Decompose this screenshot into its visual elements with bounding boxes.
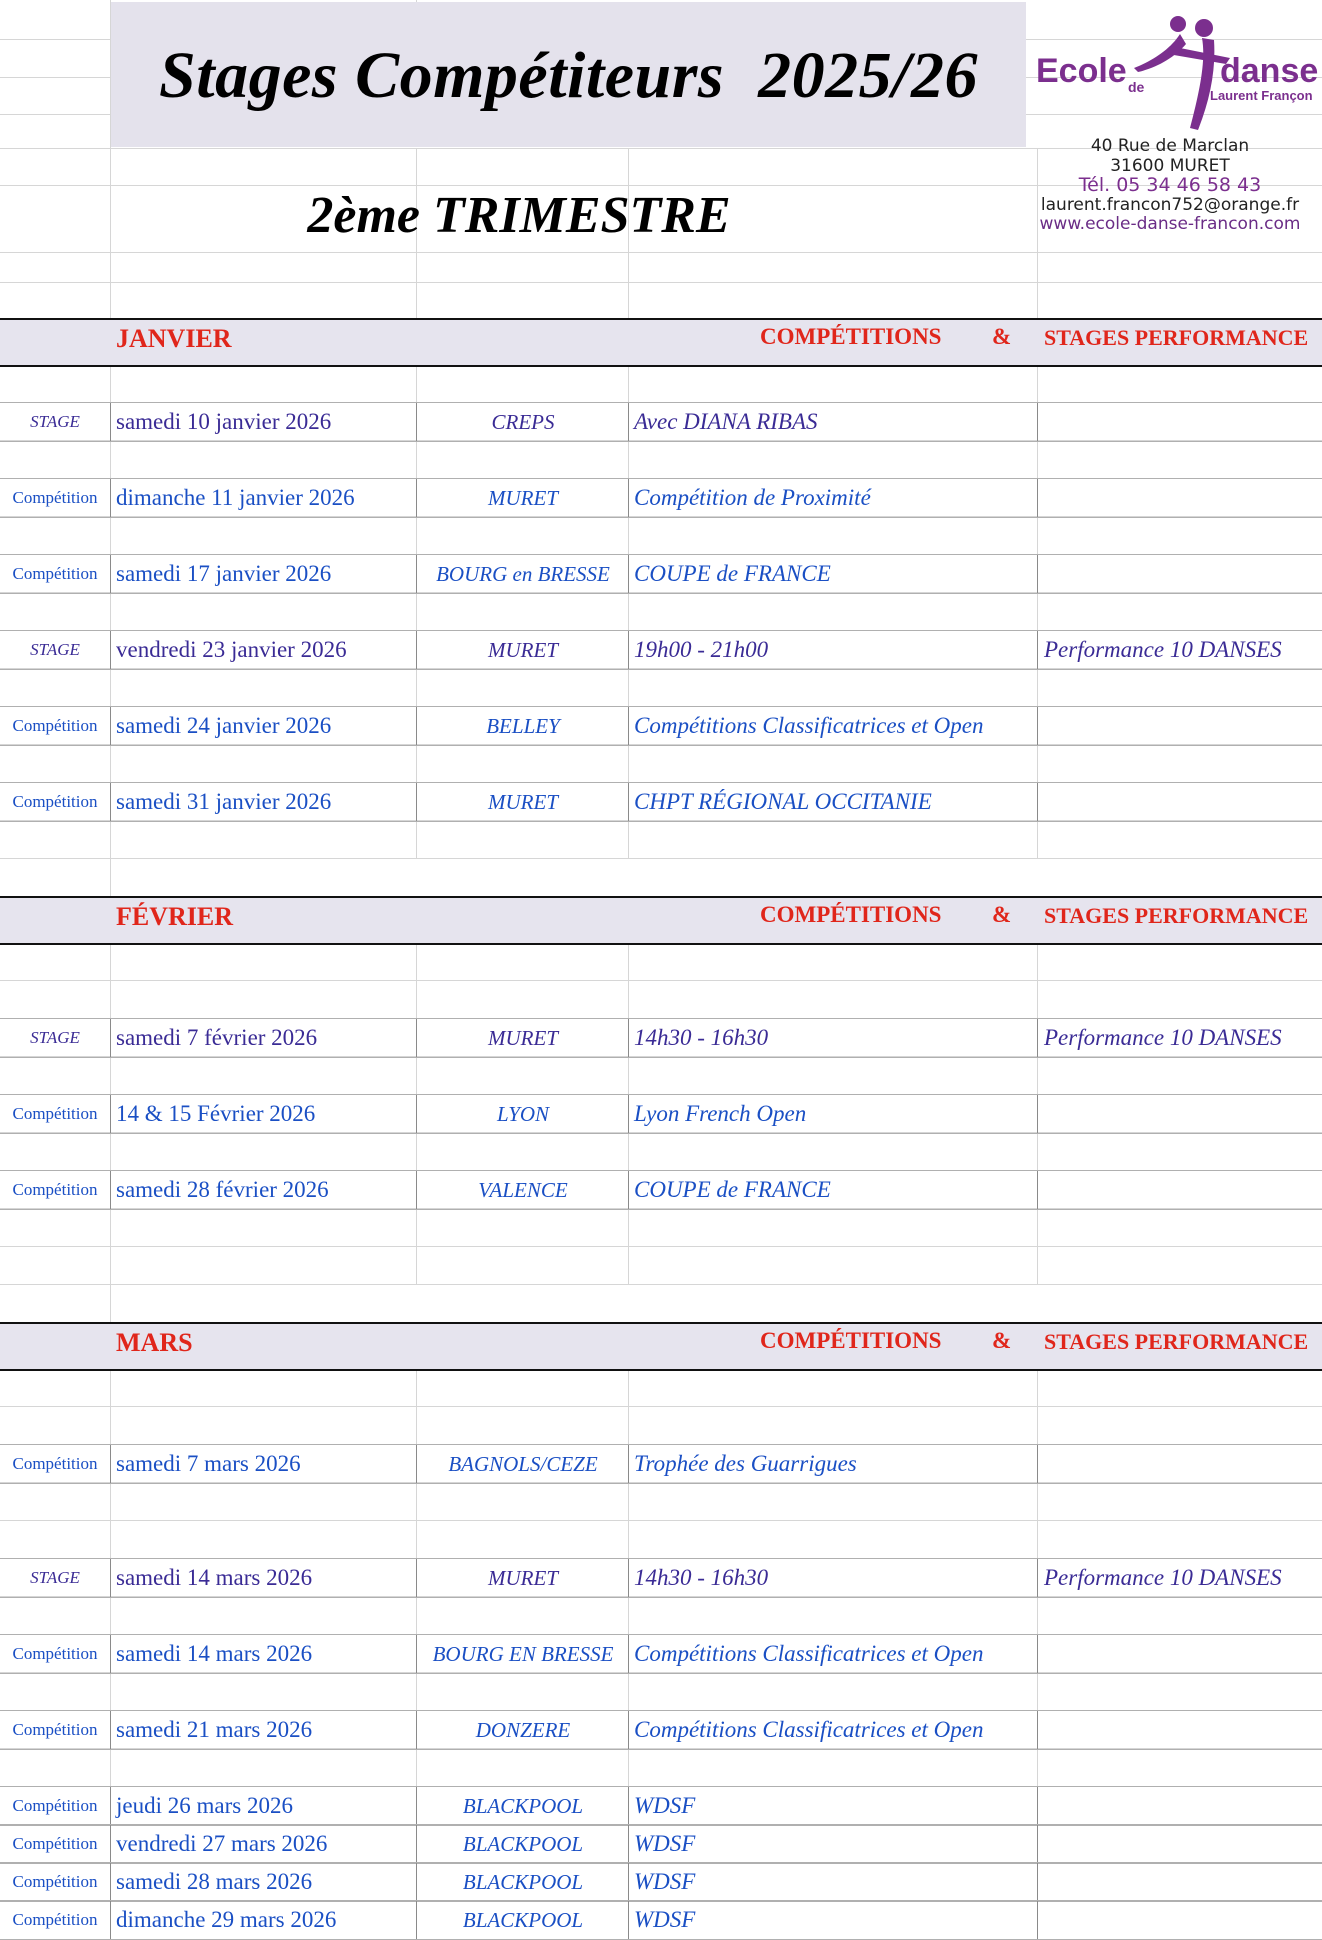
ampersand-header: & (992, 324, 1012, 349)
row-separator (110, 1095, 111, 1133)
event-type: Compétition (12, 488, 98, 507)
event-type: Compétition (12, 1720, 98, 1739)
event-place: MURET (488, 638, 558, 662)
event-date: samedi 7 février 2026 (116, 1025, 318, 1050)
email: laurent.francon752@orange.fr (1040, 194, 1300, 215)
event-place: BLACKPOOL (462, 1908, 584, 1932)
event-date: samedi 31 janvier 2026 (116, 789, 332, 814)
row-separator (110, 783, 111, 821)
row-separator (628, 1095, 629, 1133)
row-separator (110, 1445, 111, 1483)
row-separator (110, 631, 111, 669)
ampersand-header: & (992, 902, 1012, 927)
row-separator (110, 707, 111, 745)
row-separator (1037, 1171, 1038, 1209)
logo-word-ecole: Ecole (1036, 52, 1127, 90)
row-separator (110, 1711, 111, 1749)
event-detail: CHPT RÉGIONAL OCCITANIE (634, 789, 932, 814)
row-separator (1037, 1901, 1038, 1939)
event-type: Compétition (12, 716, 98, 735)
event-place: BOURG EN BRESSE (432, 1642, 614, 1666)
event-detail: 19h00 - 21h00 (634, 637, 769, 662)
row-separator (1037, 479, 1038, 517)
event-place: VALENCE (478, 1178, 568, 1202)
event-date: dimanche 11 janvier 2026 (116, 485, 355, 510)
event-date: samedi 14 mars 2026 (116, 1641, 313, 1666)
event-detail: Trophée des Guarrigues (634, 1451, 857, 1476)
event-date: samedi 21 mars 2026 (116, 1717, 313, 1742)
event-type: Compétition (12, 792, 98, 811)
row-separator (110, 1171, 111, 1209)
dancer-silhouette-icon (1134, 16, 1230, 130)
logo-word-de: de (1128, 79, 1145, 95)
month-name: FÉVRIER (116, 902, 234, 931)
month-name: MARS (116, 1328, 193, 1357)
event-detail: WDSF (634, 1869, 696, 1894)
event-place: MURET (488, 486, 558, 510)
row-separator (628, 1559, 629, 1597)
event-detail: Compétitions Classificatrices et Open (634, 713, 984, 738)
row-separator (416, 1635, 417, 1673)
row-separator (1037, 1095, 1038, 1133)
event-type: STAGE (30, 1028, 80, 1047)
event-date: samedi 14 mars 2026 (116, 1565, 313, 1590)
row-separator (628, 479, 629, 517)
row-separator (416, 1445, 417, 1483)
competitions-header: COMPÉTITIONS (760, 1328, 942, 1353)
event-performance: Performance 10 DANSES (1044, 1025, 1282, 1050)
event-detail: Compétitions Classificatrices et Open (634, 1717, 984, 1742)
event-date: samedi 28 février 2026 (116, 1177, 329, 1202)
row-separator (110, 1635, 111, 1673)
grid-line (0, 980, 1322, 981)
row-separator (416, 1019, 417, 1057)
row-separator (1037, 1863, 1038, 1901)
row-separator (628, 1445, 629, 1483)
grid-line (0, 1246, 1322, 1247)
event-row[interactable] (0, 706, 1322, 746)
grid-line (0, 1284, 1322, 1285)
row-separator (628, 403, 629, 441)
event-place: DONZERE (475, 1718, 571, 1742)
row-separator (110, 1825, 111, 1863)
row-separator (416, 479, 417, 517)
event-row[interactable] (0, 1444, 1322, 1484)
page-subtitle: 2ème TRIMESTRE (307, 187, 731, 244)
event-row[interactable] (0, 630, 1322, 670)
event-row[interactable] (0, 1862, 1322, 1902)
event-date: samedi 28 mars 2026 (116, 1869, 313, 1894)
event-row[interactable] (0, 1900, 1322, 1940)
row-separator (416, 1711, 417, 1749)
row-separator (416, 783, 417, 821)
event-row[interactable] (0, 402, 1322, 442)
row-separator (628, 1711, 629, 1749)
row-separator (628, 1019, 629, 1057)
event-detail: Lyon French Open (634, 1101, 807, 1126)
address-line-2: 31600 MURET (1110, 155, 1230, 176)
event-row[interactable] (0, 1170, 1322, 1210)
row-separator (1037, 403, 1038, 441)
row-separator (416, 1171, 417, 1209)
event-date: samedi 24 janvier 2026 (116, 713, 332, 738)
event-type: Compétition (12, 1104, 98, 1123)
row-separator (628, 1901, 629, 1939)
row-separator (416, 631, 417, 669)
event-type: Compétition (12, 564, 98, 583)
event-type: Compétition (12, 1910, 98, 1929)
row-separator (1037, 1635, 1038, 1673)
event-row[interactable] (0, 1558, 1322, 1598)
row-separator (110, 1901, 111, 1939)
contact-block (1030, 137, 1310, 235)
event-place: BOURG en BRESSE (436, 562, 610, 586)
logo-name: Laurent Françon (1210, 88, 1313, 103)
event-detail: WDSF (634, 1793, 696, 1818)
event-date: 14 & 15 Février 2026 (116, 1101, 316, 1126)
row-separator (416, 1825, 417, 1863)
competitions-header: COMPÉTITIONS (760, 324, 942, 349)
row-separator (628, 1171, 629, 1209)
logo-word-danse: danse (1220, 52, 1319, 90)
event-place: LYON (496, 1102, 550, 1126)
grid-line (0, 1406, 1322, 1407)
row-separator (628, 555, 629, 593)
event-place: BAGNOLS/CEZE (448, 1452, 598, 1476)
event-type: Compétition (12, 1454, 98, 1473)
event-type: Compétition (12, 1872, 98, 1891)
event-type: STAGE (30, 1568, 80, 1587)
event-detail: COUPE de FRANCE (634, 561, 831, 586)
event-date: dimanche 29 mars 2026 (116, 1907, 337, 1932)
event-row[interactable] (0, 478, 1322, 518)
row-separator (110, 555, 111, 593)
event-place: CREPS (491, 410, 555, 434)
event-type: STAGE (30, 412, 80, 431)
event-date: jeudi 26 mars 2026 (116, 1793, 293, 1818)
event-performance: Performance 10 DANSES (1044, 1565, 1282, 1590)
row-separator (628, 1787, 629, 1825)
stages-performance-header: STAGES PERFORMANCE (1044, 903, 1309, 928)
event-date: samedi 10 janvier 2026 (116, 409, 332, 434)
event-row[interactable] (0, 1094, 1322, 1134)
row-separator (416, 1787, 417, 1825)
dance-school-logo (1030, 10, 1320, 140)
telephone: Tél. 05 34 46 58 43 (1078, 174, 1262, 196)
event-date: vendredi 23 janvier 2026 (116, 637, 347, 662)
row-separator (1037, 707, 1038, 745)
event-date: samedi 17 janvier 2026 (116, 561, 332, 586)
event-type: STAGE (30, 640, 80, 659)
event-row[interactable] (0, 554, 1322, 594)
event-detail: 14h30 - 16h30 (634, 1565, 769, 1590)
row-separator (416, 1863, 417, 1901)
row-separator (110, 1559, 111, 1597)
row-separator (110, 403, 111, 441)
row-separator (1037, 631, 1038, 669)
address-line-1: 40 Rue de Marclan (1090, 136, 1250, 156)
event-row[interactable] (0, 782, 1322, 822)
stages-performance-header: STAGES PERFORMANCE (1044, 1329, 1309, 1354)
event-row[interactable] (0, 1824, 1322, 1864)
grid-line (0, 1520, 1322, 1521)
event-detail: 14h30 - 16h30 (634, 1025, 769, 1050)
row-separator (416, 1901, 417, 1939)
event-detail: Compétitions Classificatrices et Open (634, 1641, 984, 1666)
event-place: BLACKPOOL (462, 1832, 584, 1856)
row-separator (416, 707, 417, 745)
competitions-header: COMPÉTITIONS (760, 902, 942, 927)
website[interactable]: www.ecole-danse-francon.com (1039, 214, 1301, 234)
row-separator (1037, 783, 1038, 821)
row-separator (1037, 1019, 1038, 1057)
event-type: Compétition (12, 1834, 98, 1853)
event-place: BLACKPOOL (462, 1794, 584, 1818)
event-performance: Performance 10 DANSES (1044, 637, 1282, 662)
event-place: MURET (488, 1566, 558, 1590)
row-separator (416, 1559, 417, 1597)
row-separator (416, 403, 417, 441)
row-separator (1037, 1559, 1038, 1597)
event-date: vendredi 27 mars 2026 (116, 1831, 328, 1856)
event-type: Compétition (12, 1180, 98, 1199)
event-type: Compétition (12, 1644, 98, 1663)
row-separator (416, 1095, 417, 1133)
event-detail: WDSF (634, 1831, 696, 1856)
ampersand-header: & (992, 1328, 1012, 1353)
page-title: Stages Compétiteurs 2025/26 (159, 39, 978, 112)
row-separator (628, 783, 629, 821)
month-name: JANVIER (116, 324, 232, 353)
row-separator (628, 707, 629, 745)
event-place: BLACKPOOL (462, 1870, 584, 1894)
row-separator (1037, 1711, 1038, 1749)
row-separator (110, 1019, 111, 1057)
event-date: samedi 7 mars 2026 (116, 1451, 301, 1476)
event-row[interactable] (0, 1018, 1322, 1058)
grid-line (0, 858, 1322, 859)
event-row[interactable] (0, 1710, 1322, 1750)
event-detail: COUPE de FRANCE (634, 1177, 831, 1202)
row-separator (628, 1635, 629, 1673)
event-row[interactable] (0, 1786, 1322, 1826)
event-detail: Avec DIANA RIBAS (634, 409, 818, 434)
event-detail: Compétition de Proximité (634, 485, 871, 510)
row-separator (110, 1787, 111, 1825)
row-separator (416, 555, 417, 593)
row-separator (110, 1863, 111, 1901)
event-row[interactable] (0, 1634, 1322, 1674)
event-place: MURET (488, 1026, 558, 1050)
row-separator (1037, 555, 1038, 593)
row-separator (628, 631, 629, 669)
row-separator (1037, 1445, 1038, 1483)
row-separator (1037, 1825, 1038, 1863)
event-type: Compétition (12, 1796, 98, 1815)
event-detail: WDSF (634, 1907, 696, 1932)
row-separator (628, 1825, 629, 1863)
row-separator (628, 1863, 629, 1901)
row-separator (1037, 1787, 1038, 1825)
event-place: BELLEY (486, 714, 560, 738)
stages-performance-header: STAGES PERFORMANCE (1044, 325, 1309, 350)
event-place: MURET (488, 790, 558, 814)
row-separator (110, 479, 111, 517)
